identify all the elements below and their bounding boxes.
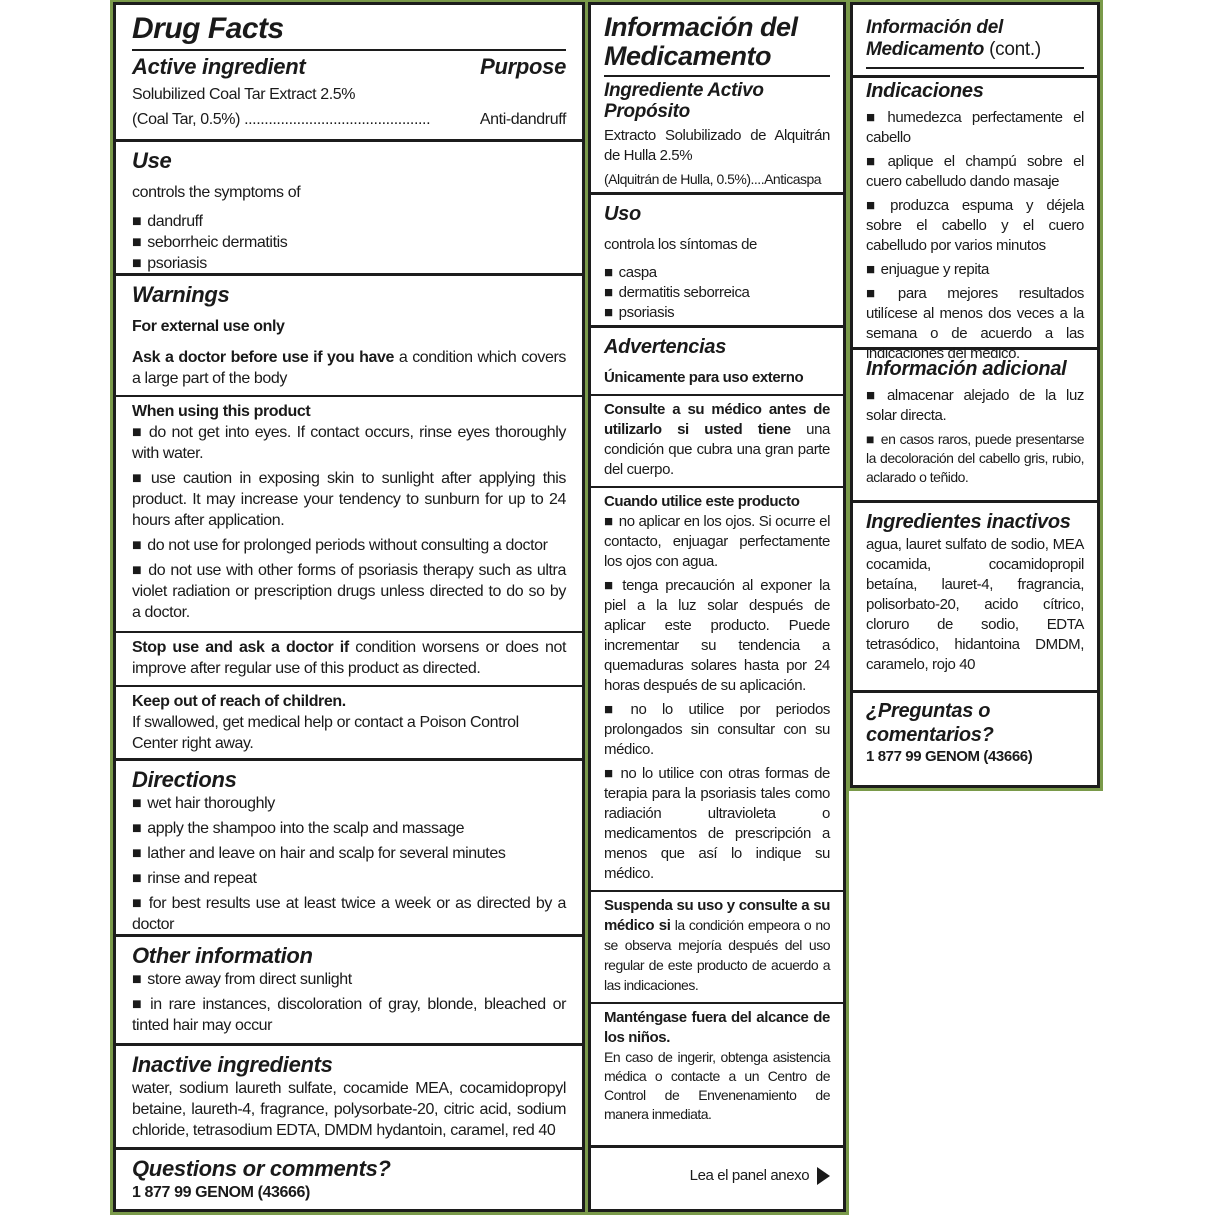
list-item: ■ do not use for prolonged periods without consulting a doctor	[132, 535, 566, 556]
list-item: ■ tenga precaución al exponer la piel a la luz solar después de aplicar este producto. Puede incrementar su tendencia a quemaduras solares hasta por 24 horas después de su aplicación.	[604, 576, 830, 696]
indicaciones-heading: Indicaciones	[866, 80, 984, 102]
stop-use-bold: Suspenda su uso y consulte a su médico si	[604, 897, 830, 934]
ingredientes-inactivos-section	[853, 503, 1097, 693]
advertencias-heading: Advertencias	[604, 336, 727, 358]
advertencias-section	[591, 328, 843, 1148]
when-using-heading: When using this product	[132, 403, 311, 420]
indicaciones-section	[853, 78, 1097, 362]
active-ingredient-line: Solubilized Coal Tar Extract 2.5%	[132, 86, 356, 103]
ask-doctor-text	[604, 400, 830, 480]
other-information-heading: Other information	[132, 943, 313, 968]
ask-doctor-text	[132, 347, 566, 389]
drug-facts-panel-english	[113, 2, 585, 1212]
when-using-heading: Cuando utilice este producto	[604, 493, 800, 510]
drug-facts-panel-spanish	[588, 2, 846, 1212]
ask-doctor-bold: Ask a doctor before use if you have	[132, 349, 394, 366]
active-ingredient-purpose: Anti-dandruff	[479, 111, 566, 128]
list-item: ■ do not get into eyes. If contact occurs, rinse eyes thoroughly with water.	[132, 422, 566, 464]
directions-section	[116, 761, 582, 937]
purpose-heading: Purpose	[480, 54, 566, 79]
active-ingredient-line: Extracto Solubilizado de Alquitrán de Hulla 2.5%	[604, 127, 830, 164]
list-item: ■ aplique el champú sobre el cuero cabelludo dando masaje	[866, 152, 1084, 192]
list-item: ■ no aplicar en los ojos. Si ocurre el contacto, enjuagar perfectamente los ojos con agua.	[604, 512, 830, 572]
ingrediente-activo-section	[591, 5, 843, 195]
see-panel-text: Lea el panel anexo	[689, 1167, 810, 1184]
stop-use-bold: Stop use and ask a doctor if	[132, 639, 349, 656]
active-ingredient-section	[116, 5, 582, 142]
keep-out-reach-text: If swallowed, get medical help or contact a Poison Control Center right away.	[132, 714, 519, 752]
list-item: ■ seborrheic dermatitis	[132, 232, 566, 253]
list-item: ■ rinse and repeat	[132, 868, 566, 889]
list-item: ■ no lo utilice por periodos prolongados sin consultar con su médico.	[604, 700, 830, 760]
list-item: ■ produzca espuma y déjela sobre el cabello y el cuero cabelludo por varios minutos	[866, 196, 1084, 256]
list-item: ■ lather and leave on hair and scalp for several minutes	[132, 843, 566, 864]
questions-heading: Questions or comments?	[132, 1156, 391, 1181]
uso-section	[591, 195, 843, 328]
list-item: ■ in rare instances, discoloration of gray, blonde, bleached or tinted hair may occur	[132, 994, 566, 1036]
ingrediente-activo-heading: Ingrediente Activo	[604, 80, 764, 101]
phone-number: 1 877 99 GENOM (43666)	[132, 1184, 310, 1201]
active-ingredient-dose: (Alquitrán de Hulla, 0.5%)....Anticaspa	[604, 171, 822, 187]
informacion-adicional-section	[853, 350, 1097, 503]
stop-use-text	[132, 637, 566, 679]
inactive-ingredients-heading: Inactive ingredients	[132, 1052, 333, 1077]
list-item: ■ psoriasis	[604, 303, 830, 323]
questions-section	[116, 1150, 582, 1208]
list-item: ■ almacenar alejado de la luz solar directa.	[866, 386, 1084, 426]
arrow-right-icon	[817, 1167, 830, 1185]
other-information-section	[116, 937, 582, 1046]
preguntas-heading: ¿Preguntas o comentarios?	[866, 700, 994, 746]
uso-heading: Uso	[604, 203, 641, 225]
inactive-ingredients-text: agua, lauret sulfato de sodio, MEA cocamida, cocamidopropil betaína, lauret-4, fragrancia, polisorbato-20, acido cítrico, cloruro de sodio, EDTA tetrasódico, hidantoina DMDM, caramelo, rojo 40	[866, 536, 1084, 673]
list-item: ■ psoriasis	[132, 253, 566, 274]
use-intro: controla los síntomas de	[604, 236, 757, 253]
drug-facts-panel-spanish-cont	[850, 2, 1100, 788]
list-item: ■ enjuague y repita	[866, 260, 1084, 280]
list-item: ■ caspa	[604, 263, 830, 283]
active-ingredient-dose: (Coal Tar, 0.5%) ..............................................	[132, 111, 431, 128]
cont-title-text: Información del Medicamento	[866, 17, 1003, 60]
list-item: ■ dermatitis seborreica	[604, 283, 830, 303]
keep-out-reach-heading: Keep out of reach of children.	[132, 693, 346, 710]
inactive-ingredients-section	[116, 1046, 582, 1150]
ask-doctor-bold: Consulte a su médico antes de utilizarlo si usted tiene	[604, 401, 830, 438]
list-item: ■ for best results use at least twice a week or as directed by a doctor	[132, 893, 566, 935]
list-item: ■ use caution in exposing skin to sunlight after applying this product. It may increase your tendency to sunburn for up to 24 hours after application.	[132, 468, 566, 531]
informacion-title: Información del Medicamento	[604, 12, 798, 71]
informacion-adicional-heading: Información adicional	[866, 358, 1067, 380]
ask-doctor-condition: a condition which covers a large part of the body	[132, 349, 566, 387]
list-item: ■ apply the shampoo into the scalp and massage	[132, 818, 566, 839]
list-item: ■ para mejores resultados utilícese al menos dos veces a la semana o de acuerdo a las indicaciones del médico.	[866, 284, 1084, 364]
cont-title-section	[853, 5, 1097, 78]
ingredientes-inactivos-heading: Ingredientes inactivos	[866, 511, 1071, 533]
external-use-notice: For external use only	[132, 318, 285, 335]
keep-out-reach-heading: Manténgase fuera del alcance de los niños.	[604, 1009, 830, 1046]
external-use-notice: Únicamente para uso externo	[604, 369, 804, 386]
see-panel-section	[591, 1166, 843, 1226]
directions-heading: Directions	[132, 767, 237, 792]
stop-use-condition: la condición empeora o no se observa mejoría después del uso regular de este producto de acuerdo a las indicaciones.	[604, 917, 831, 993]
list-item: ■ humedezca perfectamente el cabello	[866, 108, 1084, 148]
proposito-heading: Propósito	[604, 101, 690, 122]
drug-facts-title: Drug Facts	[132, 12, 284, 45]
active-ingredient-heading: Active ingredient	[132, 54, 306, 79]
list-item: ■ do not use with other forms of psoriasis therapy such as ultra violet radiation or prescription drugs unless directed to do so by a doctor.	[132, 560, 566, 623]
inactive-ingredients-text: water, sodium laureth sulfate, cocamide MEA, cocamidopropyl betaine, laureth-4, fragrance, polysorbate-20, citric acid, sodium chloride, tetrasodium EDTA, DMDM hydantoin, caramel, red 40	[132, 1080, 566, 1139]
cont-title	[866, 5, 1084, 61]
use-heading: Use	[132, 148, 172, 173]
cont-suffix: (cont.)	[984, 39, 1041, 60]
list-item: ■ wet hair thoroughly	[132, 793, 566, 814]
use-intro: controls the symptoms of	[132, 184, 301, 201]
stop-use-condition: condition worsens or does not improve after regular use of this product as directed.	[132, 639, 566, 677]
warnings-heading: Warnings	[132, 282, 230, 307]
list-item: ■ store away from direct sunlight	[132, 969, 566, 990]
list-item: ■ no lo utilice con otras formas de terapia para la psoriasis tales como radiación ultravioleta o medicamentos de prescripción a menos que así lo indique su médico.	[604, 764, 830, 884]
list-item: ■ en casos raros, puede presentarse la decoloración del cabello gris, rubio, aclarado o teñido.	[866, 430, 1084, 487]
preguntas-section	[853, 693, 1097, 785]
use-section	[116, 142, 582, 276]
list-item: ■ dandruff	[132, 211, 566, 232]
ask-doctor-condition: una condición que cubra una gran parte del cuerpo.	[604, 421, 830, 478]
keep-out-reach-text: En caso de ingerir, obtenga asistencia médica o contacte a un Centro de Control de Envenenamiento de manera inmediata.	[604, 1049, 830, 1122]
stop-use-text	[604, 896, 830, 996]
phone-number: 1 877 99 GENOM (43666)	[866, 748, 1033, 765]
see-panel-link	[604, 1166, 830, 1186]
warnings-section	[116, 276, 582, 761]
